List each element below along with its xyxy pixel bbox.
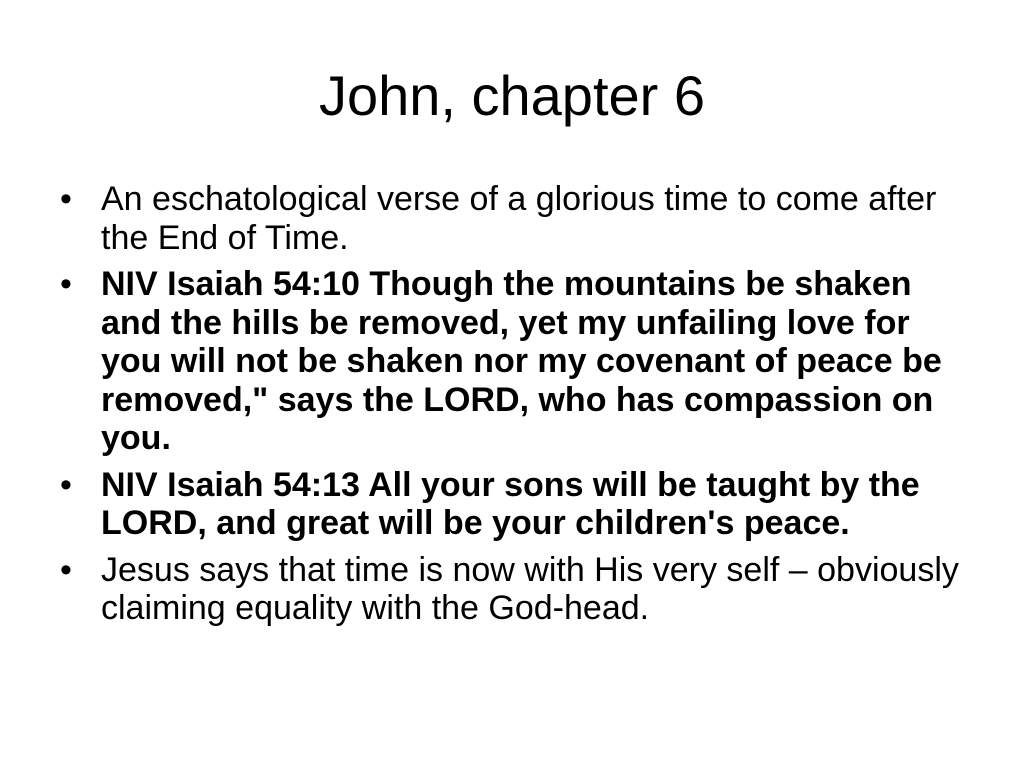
- bullet-item-isaiah-54-10: [58, 265, 978, 458]
- bullet-icon: •: [60, 265, 72, 303]
- bullet-text: An eschatological verse of a glorious time to come after the End of Time.: [101, 180, 937, 257]
- bullet-text: NIV Isaiah 54:10 Though the mountains be shaken and the hills be removed, yet my unfailing love for you will not be shaken nor my covenant of peace be removed," says the LORD, who has compassion on you.: [101, 265, 942, 457]
- bullet-text: Jesus says that time is now with His very self – obviously claiming equality with the God-head.: [101, 550, 959, 627]
- bullet-list: [58, 180, 978, 636]
- bullet-text: NIV Isaiah 54:13 All your sons will be taught by the LORD, and great will be your children's peace.: [101, 465, 920, 542]
- bullet-item-eschatological-verse: [58, 180, 978, 257]
- bullet-icon: •: [60, 550, 72, 589]
- bullet-icon: •: [60, 465, 72, 504]
- bullet-item-isaiah-54-13: [58, 466, 978, 543]
- bullet-icon: •: [60, 180, 72, 218]
- slide-title: John, chapter 6: [318, 64, 706, 127]
- bullet-item-jesus-says: [58, 551, 978, 628]
